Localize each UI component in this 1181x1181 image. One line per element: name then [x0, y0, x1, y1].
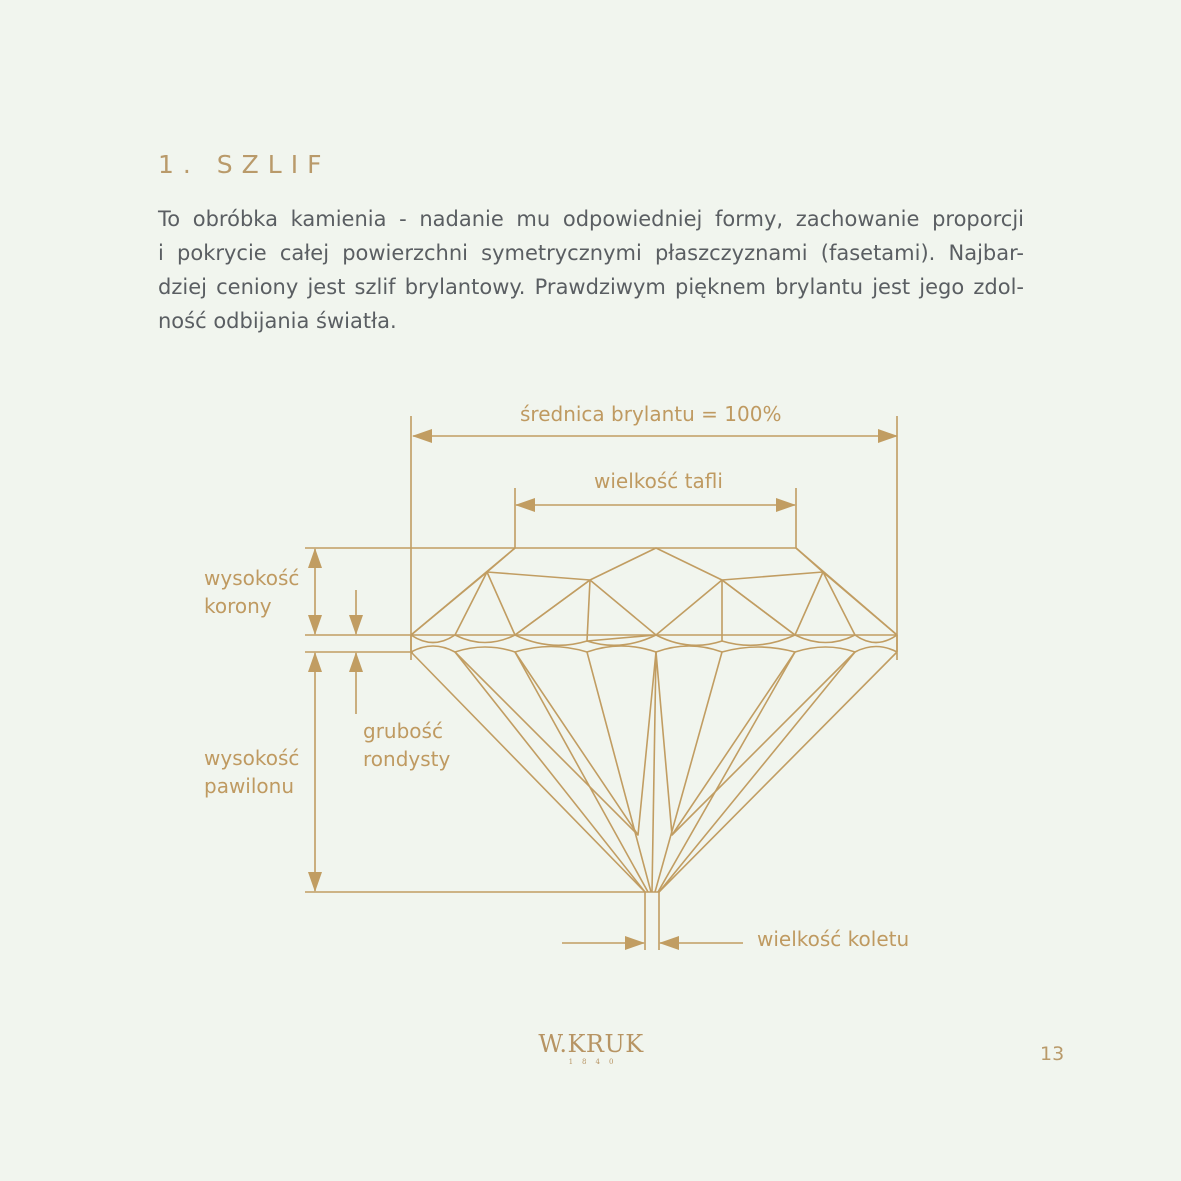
paragraph-line: dziej ceniony jest szlif brylantowy. Prawdziwym pięknem brylantu jest jego zdol- — [158, 275, 1024, 299]
crown-height-label-line1: wysokość — [204, 566, 300, 590]
girdle-thickness-label-line2: rondysty — [363, 747, 451, 771]
brand-logo — [536, 1030, 646, 1066]
paragraph-line: i pokrycie całej powierzchni symetrycznymi płaszczyznami (fasetami). Najbar- — [158, 241, 1024, 265]
diamond-girdle — [411, 635, 897, 652]
paragraph-line: To obróbka kamienia - nadanie mu odpowiedniej formy, zachowanie proporcji — [158, 207, 1024, 231]
girdle-thickness-label-line1: grubość — [363, 719, 443, 743]
crown-height-label-line2: korony — [204, 594, 272, 618]
diameter-label: średnica brylantu = 100% — [520, 402, 782, 426]
dimension-lines — [305, 416, 897, 950]
diamond-crown — [411, 548, 897, 645]
pavilion-depth-label-line1: wysokość — [204, 746, 300, 770]
pavilion-depth-label-line2: pawilonu — [204, 774, 295, 798]
diamond-pavilion — [411, 652, 897, 892]
logo-wordmark: W.KRUK — [538, 1030, 644, 1058]
table-size-label: wielkość tafli — [594, 469, 723, 493]
logo-year: 1840 — [568, 1058, 623, 1066]
section-heading: 1. SZLIF — [158, 150, 331, 179]
culet-size-label: wielkość koletu — [757, 927, 910, 951]
page-number: 13 — [1040, 1043, 1065, 1065]
paragraph-line: ność odbijania światła. — [158, 309, 397, 333]
dimension-arrows — [315, 436, 897, 943]
